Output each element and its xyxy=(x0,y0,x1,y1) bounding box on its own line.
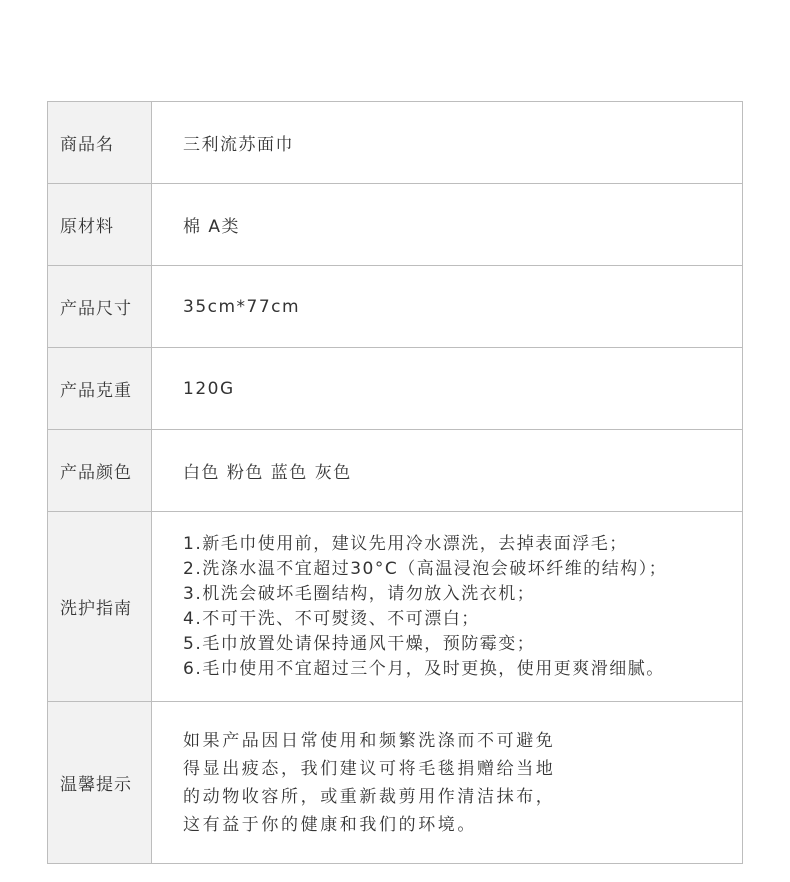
tip-line: 这有益于你的健康和我们的环境。 xyxy=(183,814,477,835)
spec-row-name xyxy=(48,102,743,184)
tip-line: 得显出疲态，我们建议可将毛毯捐赠给当地 xyxy=(183,758,556,779)
spec-value-color: 白色 粉色 蓝色 灰色 xyxy=(152,430,743,512)
spec-label-weight: 产品克重 xyxy=(48,348,152,430)
spec-label-name: 商品名 xyxy=(48,102,152,184)
spec-row-size xyxy=(48,266,743,348)
product-spec-table xyxy=(47,101,743,864)
spec-row-care xyxy=(48,512,743,702)
care-line: 1.新毛巾使用前，建议先用冷水漂洗，去掉表面浮毛； xyxy=(183,533,628,554)
spec-value-weight: 120G xyxy=(152,348,743,430)
spec-row-tips xyxy=(48,702,743,864)
spec-label-color: 产品颜色 xyxy=(48,430,152,512)
spec-row-material xyxy=(48,184,743,266)
tips-text xyxy=(152,702,743,864)
spec-value-material: 棉 A类 xyxy=(152,184,743,266)
spec-row-color xyxy=(48,430,743,512)
care-line: 4.不可干洗、不可熨烫、不可漂白； xyxy=(183,608,480,629)
care-line: 3.机洗会破坏毛圈结构，请勿放入洗衣机； xyxy=(183,583,536,604)
tip-line: 如果产品因日常使用和频繁洗涤而不可避免 xyxy=(183,730,556,751)
care-line: 5.毛巾放置处请保持通风干燥，预防霉变； xyxy=(183,633,536,654)
care-instructions xyxy=(152,512,743,702)
care-line: 2.洗涤水温不宜超过30°C（高温浸泡会破坏纤维的结构）； xyxy=(183,558,668,579)
spec-label-care: 洗护指南 xyxy=(48,512,152,702)
spec-value-name: 三利流苏面巾 xyxy=(152,102,743,184)
tip-line: 的动物收容所，或重新裁剪用作清洁抹布， xyxy=(183,786,556,807)
spec-row-weight xyxy=(48,348,743,430)
spec-value-size: 35cm*77cm xyxy=(152,266,743,348)
spec-label-tips: 温馨提示 xyxy=(48,702,152,864)
care-line: 6.毛巾使用不宜超过三个月，及时更换，使用更爽滑细腻。 xyxy=(183,658,665,679)
spec-label-size: 产品尺寸 xyxy=(48,266,152,348)
spec-label-material: 原材料 xyxy=(48,184,152,266)
